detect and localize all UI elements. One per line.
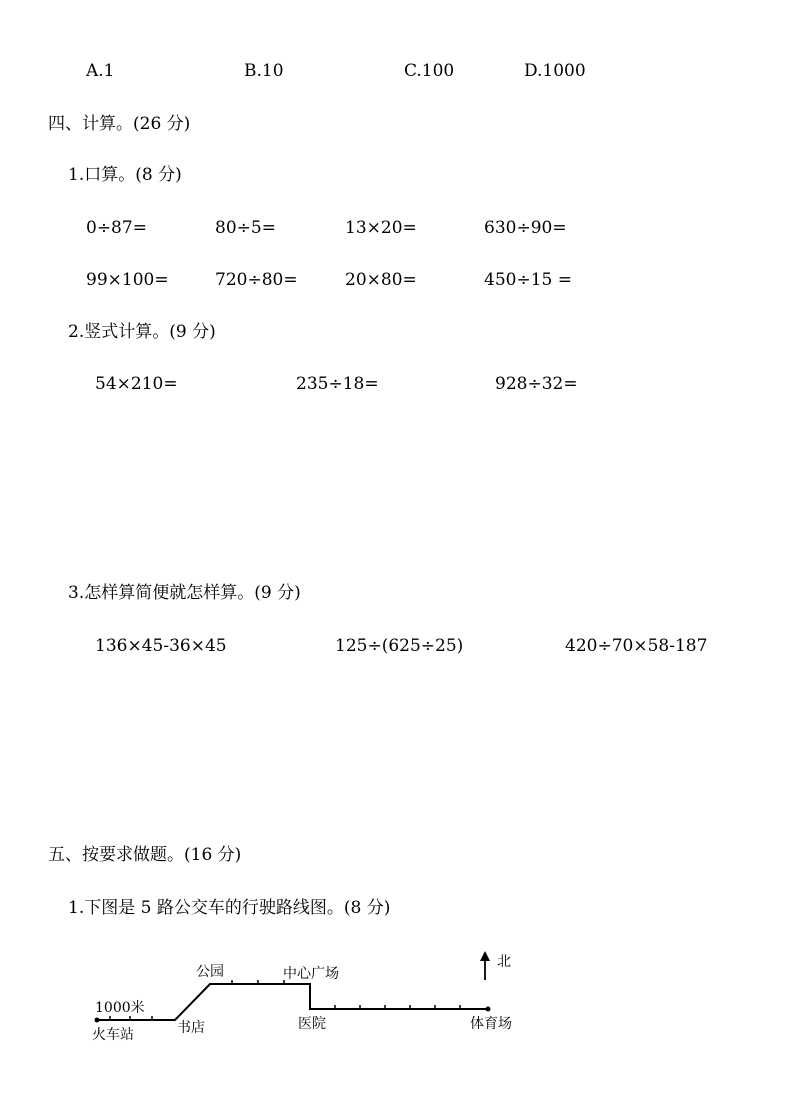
section4-part1-title: 1.口算。(8 分)	[68, 165, 182, 185]
simplify-calc-item: 420÷70×58-187	[565, 636, 708, 656]
oral-calc-item: 99×100=	[86, 270, 169, 290]
option-d: D.1000	[524, 61, 586, 81]
route-line	[97, 984, 488, 1020]
option-b: B.10	[244, 61, 284, 81]
north-label: 北	[497, 954, 511, 970]
stadium-point	[486, 1007, 491, 1012]
oral-calc-item: 80÷5=	[215, 218, 276, 238]
oral-calc-item: 0÷87=	[86, 218, 147, 238]
section4-title: 四、计算。(26 分)	[48, 114, 191, 134]
section4-part3-title: 3.怎样算简便就怎样算。(9 分)	[68, 583, 301, 603]
stop-stadium: 体育场	[470, 1016, 512, 1032]
stop-park: 公园	[196, 964, 224, 980]
stop-train-station: 火车站	[92, 1027, 134, 1043]
route-ticks	[110, 980, 460, 1020]
oral-calc-item: 450÷15 =	[484, 270, 572, 290]
simplify-calc-item: 125÷(625÷25)	[335, 636, 464, 656]
simplify-calc-item: 136×45-36×45	[95, 636, 227, 656]
oral-calc-item: 13×20=	[345, 218, 417, 238]
option-c: C.100	[404, 61, 455, 81]
vertical-calc-item: 54×210=	[95, 374, 178, 394]
vertical-calc-item: 928÷32=	[495, 374, 578, 394]
oral-calc-item: 20×80=	[345, 270, 417, 290]
scale-label: 1000米	[95, 1000, 145, 1016]
section5-part1-title: 1.下图是 5 路公交车的行驶路线图。(8 分)	[68, 898, 391, 918]
north-arrow-icon	[480, 951, 490, 980]
section5-title: 五、按要求做题。(16 分)	[48, 845, 242, 865]
section4-part2-title: 2.竖式计算。(9 分)	[68, 322, 216, 342]
option-a: A.1	[86, 61, 115, 81]
stop-hospital: 医院	[298, 1016, 326, 1032]
oral-calc-item: 630÷90=	[484, 218, 567, 238]
oral-calc-item: 720÷80=	[215, 270, 298, 290]
train-station-point	[95, 1018, 100, 1023]
stop-bookstore: 书店	[177, 1020, 205, 1036]
vertical-calc-item: 235÷18=	[296, 374, 379, 394]
stop-central-square: 中心广场	[283, 966, 339, 982]
